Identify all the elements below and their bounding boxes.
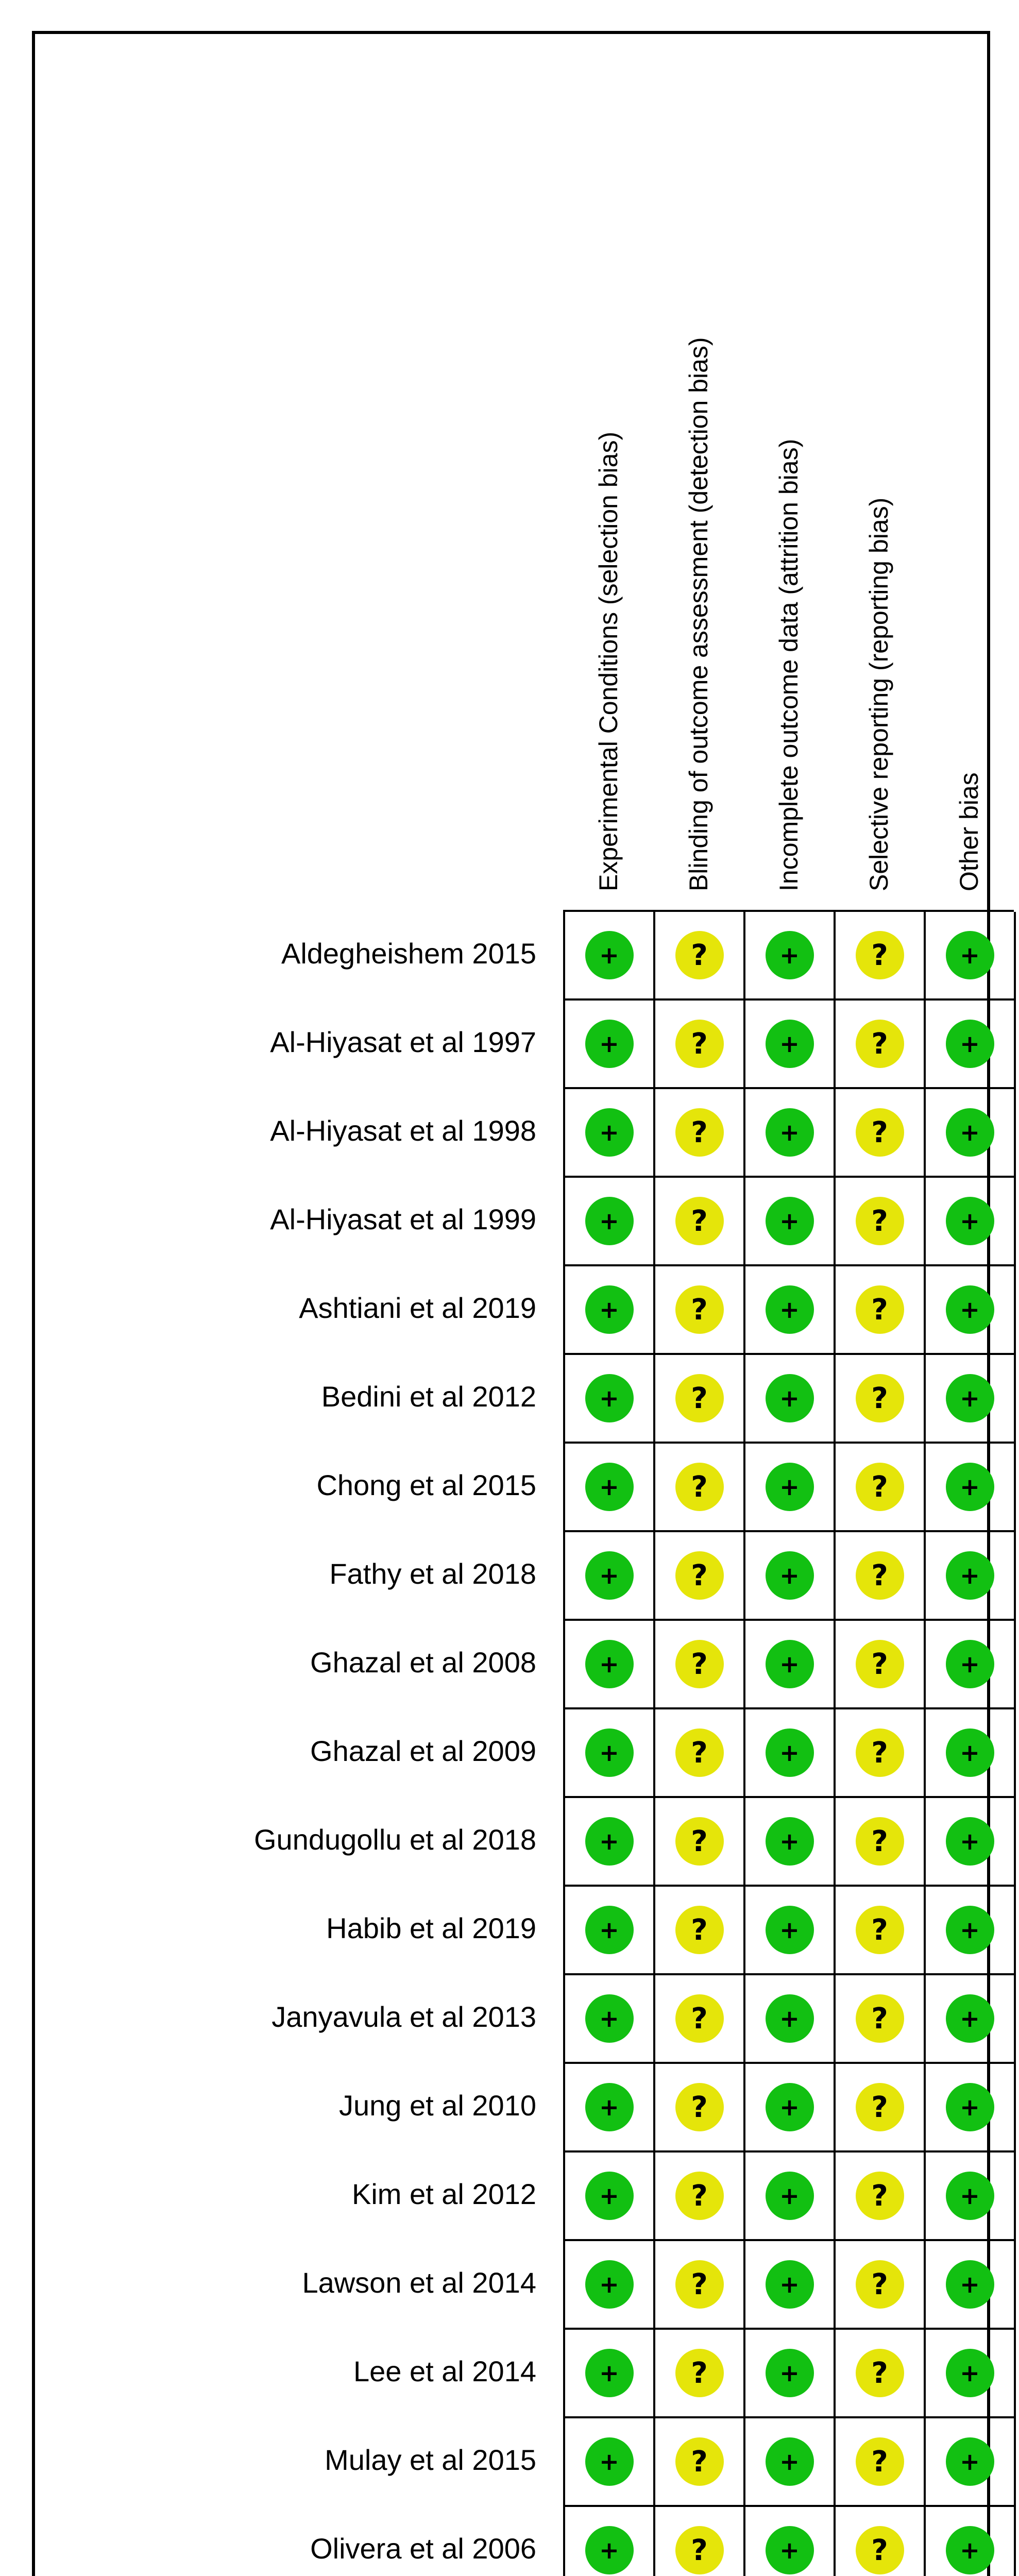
judgement-cell xyxy=(655,1709,745,1798)
judgement-cell xyxy=(565,1444,655,1532)
judgement-cell xyxy=(836,1266,926,1355)
judgement-cell xyxy=(926,2507,1016,2576)
study-row xyxy=(565,1001,1014,1089)
study-label: Ashtiani et al 2019 xyxy=(299,1292,536,1324)
low-risk-icon: + xyxy=(766,1374,814,1422)
low-risk-icon: + xyxy=(766,2260,814,2309)
judgement-cell xyxy=(655,2507,745,2576)
low-risk-icon: + xyxy=(946,1463,994,1511)
low-risk-icon: + xyxy=(946,1994,994,2043)
study-row xyxy=(565,2153,1014,2241)
judgement-cell xyxy=(836,1798,926,1887)
unclear-risk-icon: ? xyxy=(856,1906,904,1954)
low-risk-icon: + xyxy=(585,1640,634,1688)
low-risk-icon: + xyxy=(766,1285,814,1334)
unclear-risk-icon: ? xyxy=(856,1108,904,1157)
judgement-cell xyxy=(836,1621,926,1709)
low-risk-icon: + xyxy=(585,1020,634,1068)
judgement-cell xyxy=(565,2507,655,2576)
judgement-cell xyxy=(745,2418,836,2507)
unclear-risk-icon: ? xyxy=(675,1551,724,1600)
column-header-label: Blinding of outcome assessment (detection bias) xyxy=(684,337,713,891)
study-label: Olivera et al 2006 xyxy=(310,2532,536,2565)
low-risk-icon: + xyxy=(585,2083,634,2131)
unclear-risk-icon: ? xyxy=(856,1285,904,1334)
low-risk-icon: + xyxy=(585,1817,634,1866)
judgement-cell xyxy=(836,1887,926,1975)
judgement-cell xyxy=(926,1266,1016,1355)
judgement-cell xyxy=(655,2330,745,2418)
judgement-cell xyxy=(836,1444,926,1532)
study-label: Jung et al 2010 xyxy=(339,2089,536,2122)
unclear-risk-icon: ? xyxy=(856,1640,904,1688)
low-risk-icon: + xyxy=(946,1108,994,1157)
unclear-risk-icon: ? xyxy=(856,1463,904,1511)
low-risk-icon: + xyxy=(766,1551,814,1600)
study-row xyxy=(565,1621,1014,1709)
low-risk-icon: + xyxy=(766,1108,814,1157)
study-label: Al-Hiyasat et al 1997 xyxy=(270,1026,536,1058)
unclear-risk-icon: ? xyxy=(675,1463,724,1511)
judgement-cell xyxy=(655,1355,745,1444)
low-risk-icon: + xyxy=(946,1374,994,1422)
low-risk-icon: + xyxy=(766,1817,814,1866)
unclear-risk-icon: ? xyxy=(675,1994,724,2043)
low-risk-icon: + xyxy=(585,2349,634,2397)
judgement-cell xyxy=(655,1089,745,1178)
judgement-cell xyxy=(926,1178,1016,1266)
judgement-cell xyxy=(655,2241,745,2330)
low-risk-icon: + xyxy=(585,1551,634,1600)
unclear-risk-icon: ? xyxy=(856,2260,904,2309)
low-risk-icon: + xyxy=(585,931,634,979)
column-header-label: Selective reporting (reporting bias) xyxy=(864,497,893,891)
unclear-risk-icon: ? xyxy=(675,2526,724,2574)
judgement-cell xyxy=(565,1178,655,1266)
study-row xyxy=(565,2418,1014,2507)
judgement-cell xyxy=(926,2418,1016,2507)
judgement-cell xyxy=(836,2330,926,2418)
judgement-cell xyxy=(926,1798,1016,1887)
unclear-risk-icon: ? xyxy=(675,1906,724,1954)
low-risk-icon: + xyxy=(766,2083,814,2131)
study-label: Gundugollu et al 2018 xyxy=(254,1823,536,1856)
low-risk-icon: + xyxy=(946,1285,994,1334)
judgement-cell xyxy=(926,1089,1016,1178)
unclear-risk-icon: ? xyxy=(856,1817,904,1866)
judgement-cell xyxy=(836,1975,926,2064)
unclear-risk-icon: ? xyxy=(675,2437,724,2486)
judgement-cell xyxy=(836,2153,926,2241)
judgement-cell xyxy=(926,912,1016,1001)
low-risk-icon: + xyxy=(585,1374,634,1422)
unclear-risk-icon: ? xyxy=(856,931,904,979)
unclear-risk-icon: ? xyxy=(675,1728,724,1777)
study-row xyxy=(565,1444,1014,1532)
low-risk-icon: + xyxy=(766,2526,814,2574)
unclear-risk-icon: ? xyxy=(675,2083,724,2131)
study-row xyxy=(565,1089,1014,1178)
low-risk-icon: + xyxy=(766,1197,814,1245)
judgement-cell xyxy=(565,1975,655,2064)
unclear-risk-icon: ? xyxy=(856,1197,904,1245)
unclear-risk-icon: ? xyxy=(675,1197,724,1245)
study-row xyxy=(565,2064,1014,2153)
judgement-cell xyxy=(565,1798,655,1887)
column-header-label: Other bias xyxy=(954,772,983,891)
risk-of-bias-figure xyxy=(32,31,990,2576)
judgement-cell xyxy=(655,912,745,1001)
low-risk-icon: + xyxy=(585,2172,634,2220)
judgement-cell xyxy=(926,2330,1016,2418)
low-risk-icon: + xyxy=(766,1463,814,1511)
study-label: Mulay et al 2015 xyxy=(325,2444,536,2476)
judgement-cell xyxy=(655,2153,745,2241)
low-risk-icon: + xyxy=(946,2260,994,2309)
low-risk-icon: + xyxy=(766,931,814,979)
study-label: Kim et al 2012 xyxy=(352,2178,536,2210)
unclear-risk-icon: ? xyxy=(856,2172,904,2220)
study-row xyxy=(565,2507,1014,2576)
low-risk-icon: + xyxy=(766,1994,814,2043)
judgement-cell xyxy=(926,2241,1016,2330)
judgement-cell xyxy=(836,2241,926,2330)
study-label: Ghazal et al 2009 xyxy=(310,1735,536,1767)
judgement-cell xyxy=(565,1532,655,1621)
study-label: Bedini et al 2012 xyxy=(321,1380,536,1413)
judgement-cell xyxy=(836,1178,926,1266)
low-risk-icon: + xyxy=(946,2172,994,2220)
judgement-cell xyxy=(926,1355,1016,1444)
judgement-cell xyxy=(926,1709,1016,1798)
study-row xyxy=(565,1709,1014,1798)
study-label: Ghazal et al 2008 xyxy=(310,1646,536,1679)
judgement-cell xyxy=(565,1709,655,1798)
judgement-cell xyxy=(565,1355,655,1444)
judgement-cell xyxy=(926,2064,1016,2153)
judgement-cell xyxy=(745,1621,836,1709)
unclear-risk-icon: ? xyxy=(856,1374,904,1422)
judgement-cell xyxy=(655,1887,745,1975)
study-label: Chong et al 2015 xyxy=(316,1469,536,1501)
judgement-cell xyxy=(655,1975,745,2064)
judgement-cell xyxy=(565,2064,655,2153)
low-risk-icon: + xyxy=(766,2437,814,2486)
judgement-cell xyxy=(655,1532,745,1621)
judgement-cell xyxy=(745,1798,836,1887)
judgement-cell xyxy=(745,912,836,1001)
low-risk-icon: + xyxy=(946,1640,994,1688)
study-row xyxy=(565,1178,1014,1266)
low-risk-icon: + xyxy=(946,1197,994,1245)
low-risk-icon: + xyxy=(946,1020,994,1068)
judgement-cell xyxy=(655,1266,745,1355)
unclear-risk-icon: ? xyxy=(675,1374,724,1422)
low-risk-icon: + xyxy=(585,1108,634,1157)
low-risk-icon: + xyxy=(585,1463,634,1511)
judgement-cell xyxy=(836,1532,926,1621)
unclear-risk-icon: ? xyxy=(675,1817,724,1866)
judgement-cell xyxy=(745,2507,836,2576)
study-row xyxy=(565,1798,1014,1887)
low-risk-icon: + xyxy=(585,2437,634,2486)
low-risk-icon: + xyxy=(946,1728,994,1777)
unclear-risk-icon: ? xyxy=(675,1640,724,1688)
low-risk-icon: + xyxy=(766,2349,814,2397)
low-risk-icon: + xyxy=(766,1020,814,1068)
judgement-cell xyxy=(836,912,926,1001)
unclear-risk-icon: ? xyxy=(856,2349,904,2397)
judgement-cell xyxy=(565,1001,655,1089)
judgement-cell xyxy=(655,1001,745,1089)
judgement-cell xyxy=(926,1532,1016,1621)
unclear-risk-icon: ? xyxy=(856,1020,904,1068)
judgement-cell xyxy=(565,1887,655,1975)
study-label: Lee et al 2014 xyxy=(353,2355,536,2387)
low-risk-icon: + xyxy=(585,1906,634,1954)
judgement-cell xyxy=(565,1089,655,1178)
low-risk-icon: + xyxy=(585,1197,634,1245)
unclear-risk-icon: ? xyxy=(675,1285,724,1334)
judgement-cell xyxy=(745,2330,836,2418)
judgement-cell xyxy=(745,2241,836,2330)
study-label: Lawson et al 2014 xyxy=(302,2266,536,2299)
study-label: Habib et al 2019 xyxy=(326,1912,536,1944)
unclear-risk-icon: ? xyxy=(675,2172,724,2220)
judgement-cell xyxy=(655,1178,745,1266)
judgement-cell xyxy=(565,912,655,1001)
judgement-cell xyxy=(565,1266,655,1355)
study-row xyxy=(565,2330,1014,2418)
judgement-cell xyxy=(926,1975,1016,2064)
judgement-cell xyxy=(926,1621,1016,1709)
study-label: Al-Hiyasat et al 1998 xyxy=(270,1114,536,1147)
judgement-cell xyxy=(745,1709,836,1798)
judgement-cell xyxy=(836,1355,926,1444)
unclear-risk-icon: ? xyxy=(675,2349,724,2397)
unclear-risk-icon: ? xyxy=(856,1728,904,1777)
judgement-cell xyxy=(745,1444,836,1532)
judgement-cell xyxy=(655,2064,745,2153)
unclear-risk-icon: ? xyxy=(856,2437,904,2486)
study-row xyxy=(565,1266,1014,1355)
judgement-cell xyxy=(836,1089,926,1178)
low-risk-icon: + xyxy=(585,2260,634,2309)
low-risk-icon: + xyxy=(766,1640,814,1688)
judgement-cell xyxy=(745,2153,836,2241)
low-risk-icon: + xyxy=(946,2437,994,2486)
judgement-cell xyxy=(745,1178,836,1266)
low-risk-icon: + xyxy=(766,1728,814,1777)
judgement-cell xyxy=(655,2418,745,2507)
judgement-cell xyxy=(565,2418,655,2507)
judgement-cell xyxy=(745,1975,836,2064)
study-label: Al-Hiyasat et al 1999 xyxy=(270,1203,536,1235)
judgement-cell xyxy=(836,1001,926,1089)
low-risk-icon: + xyxy=(585,1285,634,1334)
judgement-cell xyxy=(745,1355,836,1444)
judgement-cell xyxy=(745,2064,836,2153)
unclear-risk-icon: ? xyxy=(856,2526,904,2574)
study-label: Aldegheishem 2015 xyxy=(281,937,536,970)
study-label: Fathy et al 2018 xyxy=(329,1557,536,1590)
low-risk-icon: + xyxy=(946,1551,994,1600)
judgement-cell xyxy=(926,1444,1016,1532)
low-risk-icon: + xyxy=(946,2083,994,2131)
low-risk-icon: + xyxy=(766,1906,814,1954)
judgement-cell xyxy=(836,2507,926,2576)
judgement-cell xyxy=(745,1887,836,1975)
judgement-cell xyxy=(655,1621,745,1709)
unclear-risk-icon: ? xyxy=(856,2083,904,2131)
judgement-cell xyxy=(745,1089,836,1178)
low-risk-icon: + xyxy=(946,1906,994,1954)
judgement-cell xyxy=(565,2330,655,2418)
low-risk-icon: + xyxy=(585,1728,634,1777)
low-risk-icon: + xyxy=(946,931,994,979)
low-risk-icon: + xyxy=(766,2172,814,2220)
low-risk-icon: + xyxy=(585,2526,634,2574)
unclear-risk-icon: ? xyxy=(856,1551,904,1600)
study-row xyxy=(565,1887,1014,1975)
unclear-risk-icon: ? xyxy=(675,1108,724,1157)
low-risk-icon: + xyxy=(946,2526,994,2574)
judgement-cell xyxy=(565,1621,655,1709)
study-row xyxy=(565,1532,1014,1621)
judgement-cell xyxy=(836,2064,926,2153)
unclear-risk-icon: ? xyxy=(856,1994,904,2043)
unclear-risk-icon: ? xyxy=(675,1020,724,1068)
column-header-label: Incomplete outcome data (attrition bias) xyxy=(774,438,803,891)
unclear-risk-icon: ? xyxy=(675,931,724,979)
low-risk-icon: + xyxy=(585,1994,634,2043)
judgement-cell xyxy=(745,1532,836,1621)
judgement-cell xyxy=(926,2153,1016,2241)
judgement-cell xyxy=(565,2241,655,2330)
judgement-cell xyxy=(926,1887,1016,1975)
low-risk-icon: + xyxy=(946,1817,994,1866)
judgement-cell xyxy=(926,1001,1016,1089)
study-row xyxy=(565,2241,1014,2330)
judgement-cell xyxy=(655,1798,745,1887)
judgement-cell xyxy=(836,2418,926,2507)
judgement-cell xyxy=(836,1709,926,1798)
study-row xyxy=(565,912,1014,1001)
study-row xyxy=(565,1355,1014,1444)
judgement-grid xyxy=(563,910,1014,2576)
low-risk-icon: + xyxy=(946,2349,994,2397)
column-header-label: Experimental Conditions (selection bias) xyxy=(593,431,623,891)
study-label: Janyavula et al 2013 xyxy=(271,2001,536,2033)
judgement-cell xyxy=(745,1266,836,1355)
unclear-risk-icon: ? xyxy=(675,2260,724,2309)
judgement-cell xyxy=(655,1444,745,1532)
judgement-cell xyxy=(745,1001,836,1089)
study-row xyxy=(565,1975,1014,2064)
judgement-cell xyxy=(565,2153,655,2241)
